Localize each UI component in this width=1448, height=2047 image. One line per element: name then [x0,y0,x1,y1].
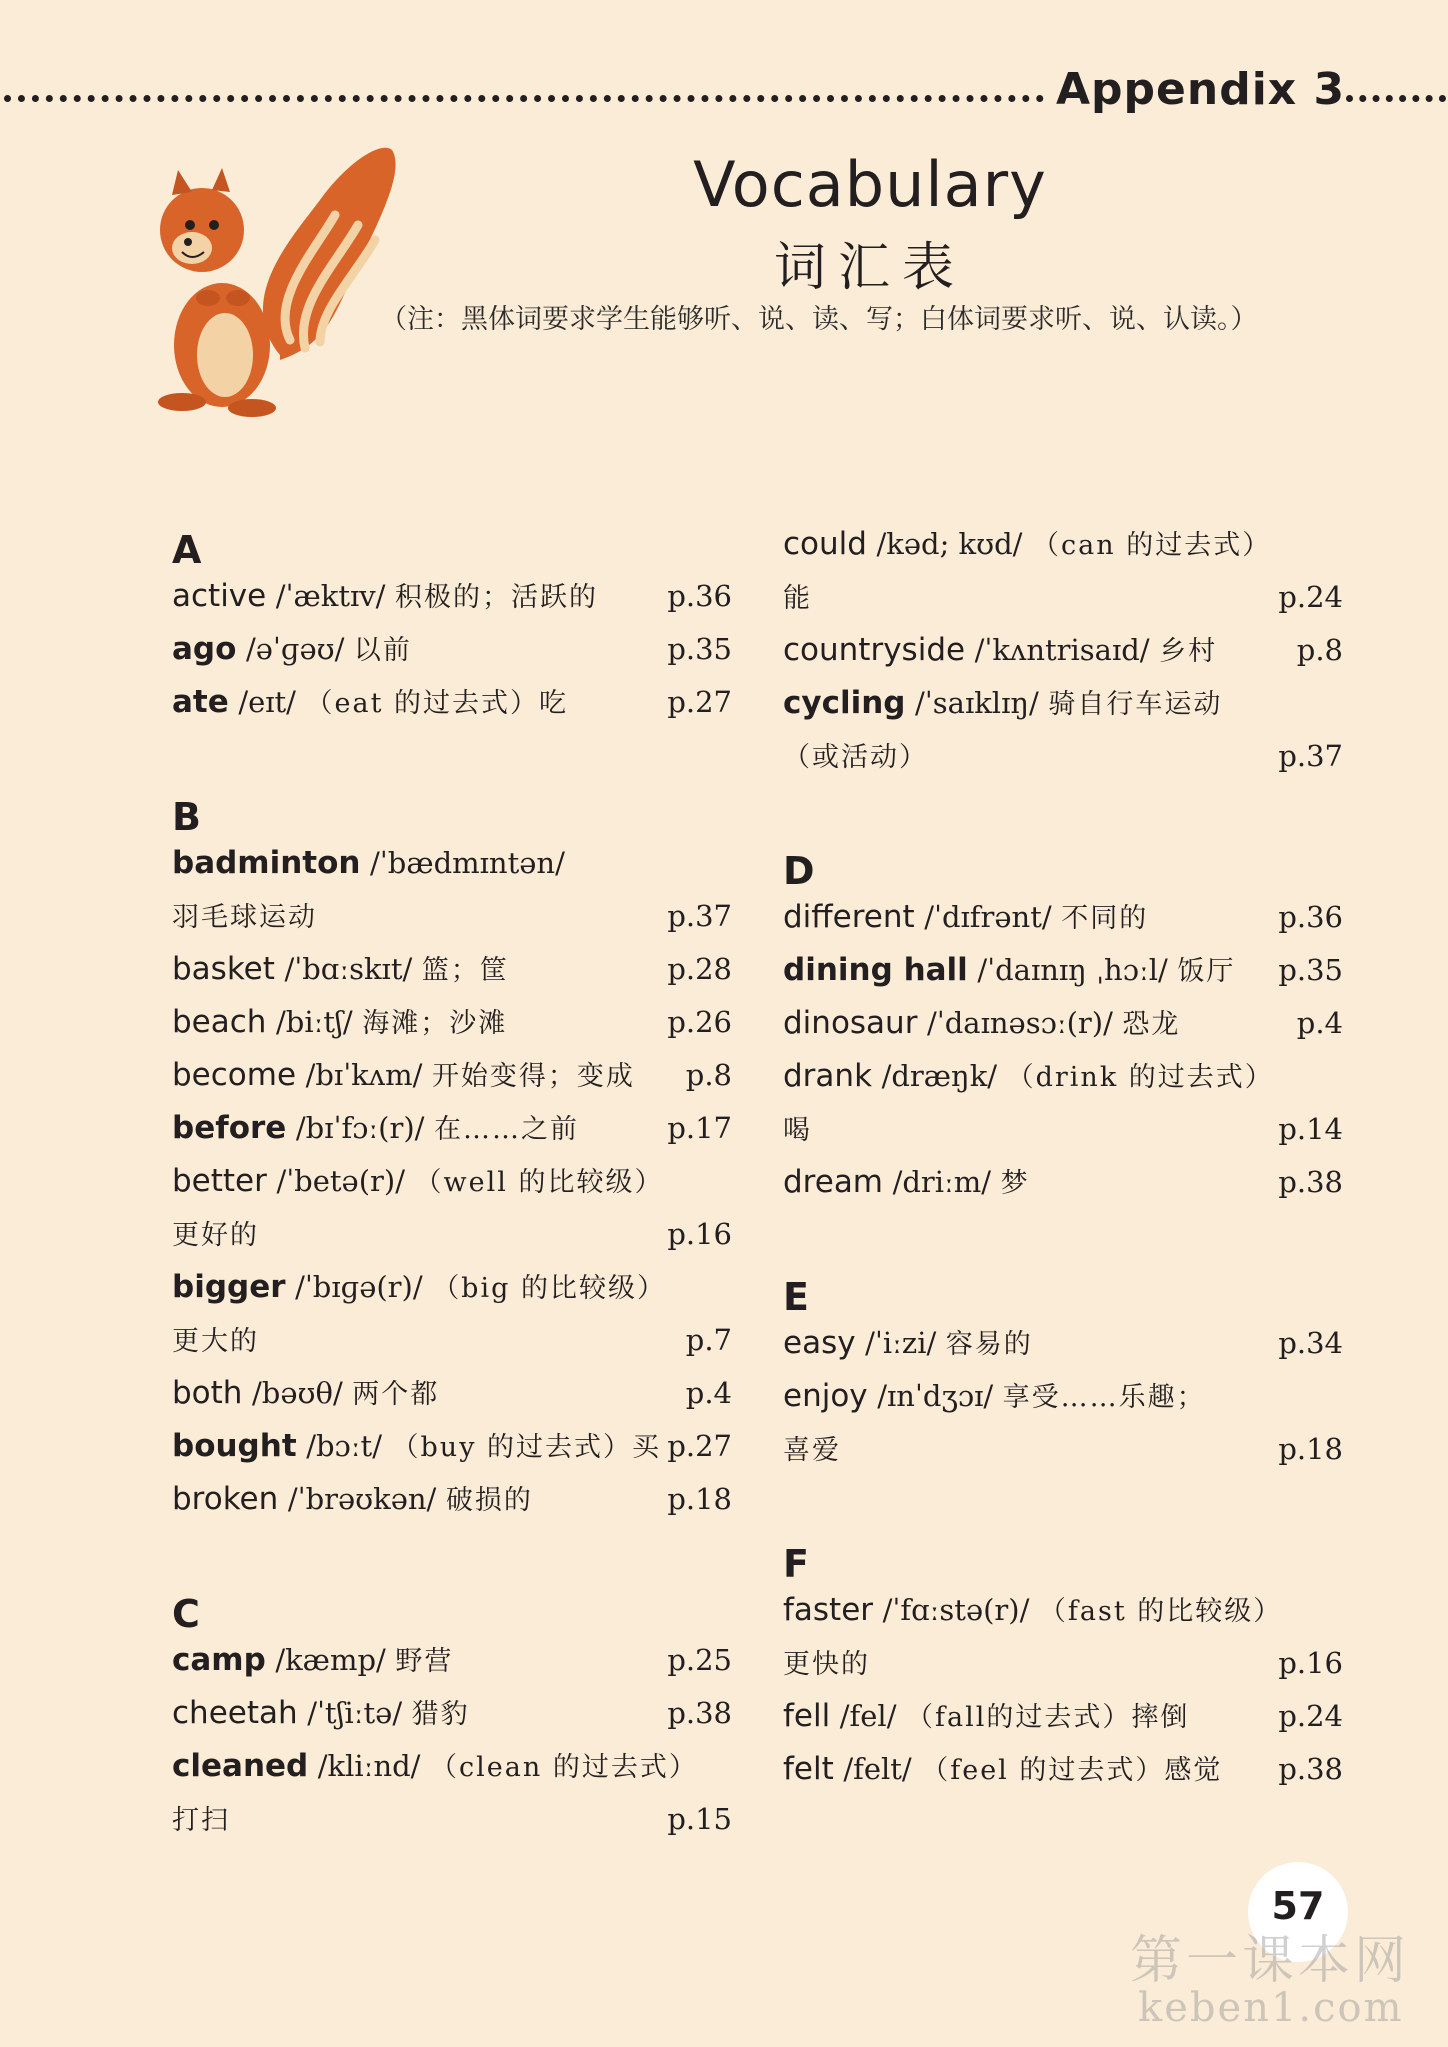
entry-meaning: 容易的 [945,1329,1033,1360]
entry-badminton-cont [172,890,732,943]
entry-meaning: （big 的比较级） [432,1273,666,1304]
entry-meaning: （clean 的过去式） [430,1752,698,1783]
entry-ipa: /biːtʃ/ [276,1005,353,1039]
entry-word: badminton [172,845,361,881]
entry-word: felt [783,1751,834,1787]
section-gap [172,729,732,787]
header-bar [0,64,1448,124]
entry-word: dining hall [783,952,968,988]
entry-ipa: /dræŋk/ [881,1059,998,1093]
entry-word: different [783,899,915,935]
entry-meaning-cont: （或活动） [783,742,928,773]
entry-ipa: /ˈtʃiːtə/ [307,1696,403,1730]
entry-ago [172,623,732,676]
entry-fell [783,1690,1343,1743]
entry-ipa: /ˈbædmɪntən/ [370,846,565,880]
entry-meaning: （buy 的过去式）买 [391,1432,662,1463]
entry-dream [783,1156,1343,1209]
entry-cleaned [172,1740,732,1793]
entry-ipa: /bɪˈkʌm/ [305,1058,423,1092]
entry-drank-cont [783,1103,1343,1156]
entry-could-cont [783,571,1343,624]
entry-page: p.24 [1278,580,1343,614]
section-letter-e: E [783,1275,809,1319]
entry-before [172,1102,732,1155]
entry-meaning: （feel 的过去式）感觉 [921,1755,1223,1786]
section-letter-c: C [172,1592,200,1636]
entry-broken [172,1473,732,1526]
left-column [172,520,732,1846]
entry-page: p.18 [1278,1432,1343,1466]
dotted-rule-left [4,95,1044,102]
entry-meaning-cont: 喝 [783,1115,812,1146]
entry-ipa: /bɪˈfɔː(r)/ [295,1111,425,1145]
entry-ipa: /ˈbɪɡə(r)/ [295,1270,423,1304]
entry-meaning: 乡村 [1159,636,1218,667]
entry-ipa: /əˈɡəʊ/ [245,632,345,666]
entry-word: enjoy [783,1378,868,1414]
entry-meaning: 恐龙 [1122,1009,1181,1040]
entry-ipa: /ˈsaɪklɪŋ/ [915,686,1039,720]
entry-bigger-cont [172,1314,732,1367]
entry-word: countryside [783,632,966,668]
entry-dinosaur [783,997,1343,1050]
entry-bigger [172,1261,732,1314]
entry-meaning-cont: 更大的 [172,1326,259,1357]
appendix-label: Appendix 3 [1056,64,1346,115]
page-title: Vocabulary [693,148,1047,221]
entry-badminton [172,837,732,890]
entry-meaning: 两个都 [352,1379,440,1410]
entry-bought [172,1420,732,1473]
entry-ipa: /bɔːt/ [306,1429,382,1463]
entry-word: drank [783,1058,873,1094]
entry-word: become [172,1057,297,1093]
entry-countryside [783,624,1343,677]
entry-page: p.4 [1296,1006,1343,1040]
entry-ipa: /driːm/ [892,1165,992,1199]
entry-meaning: 海滩；沙滩 [362,1008,508,1039]
entry-meaning: 破损的 [445,1485,533,1516]
entry-ipa: /ɪnˈdʒɔɪ/ [877,1379,994,1413]
entry-cleaned-cont [172,1793,732,1846]
entry-word: could [783,526,867,562]
entry-ipa: /kliːnd/ [317,1749,421,1783]
entry-page: p.27 [667,1429,732,1463]
entry-drank [783,1050,1343,1103]
entry-page: p.36 [1278,900,1343,934]
entry-word: bigger [172,1269,286,1305]
entry-word: basket [172,951,275,987]
entry-meaning: （fast 的比较级） [1038,1596,1283,1627]
watermark-text: 第一课本网 [1130,1931,1411,1991]
entry-word: cleaned [172,1748,309,1784]
entry-page: p.17 [667,1111,732,1145]
entry-ipa: /ˈdɪfrənt/ [924,900,1052,934]
entry-page: p.8 [685,1058,732,1092]
entry-meaning: 猎豹 [411,1699,470,1730]
entry-word: cheetah [172,1695,298,1731]
entry-felt [783,1743,1343,1796]
dotted-rule-right [1346,95,1446,102]
entry-meaning: （eat 的过去式）吃 [305,688,569,719]
page-title-chinese: 词汇表 [773,238,966,298]
entry-easy [783,1317,1343,1370]
entry-page: p.28 [667,952,732,986]
entry-camp [172,1634,732,1687]
entry-word: beach [172,1004,267,1040]
entry-word: cycling [783,685,906,721]
entry-page: p.24 [1278,1699,1343,1733]
entry-ipa: /felt/ [843,1752,912,1786]
entry-page: p.4 [685,1376,732,1410]
entry-page: p.26 [667,1005,732,1039]
entry-meaning-cont: 更好的 [172,1220,259,1251]
entry-faster-cont [783,1637,1343,1690]
entry-word: dinosaur [783,1005,918,1041]
entry-meaning: 在……之前 [434,1114,579,1145]
right-column [783,518,1343,1796]
entry-ipa: /eɪt/ [238,685,296,719]
entry-word: both [172,1375,243,1411]
entry-page: p.38 [667,1696,732,1730]
entry-ipa: /ˈkʌntrisaɪd/ [974,633,1150,667]
entry-page: p.15 [667,1802,732,1836]
entry-word: camp [172,1642,266,1678]
entry-page: p.35 [667,632,732,666]
entry-page: p.37 [1278,739,1343,773]
entry-word: easy [783,1325,856,1361]
entry-page: p.38 [1278,1165,1343,1199]
entry-meaning: 羽毛球运动 [172,902,317,933]
entry-meaning: 野营 [395,1646,454,1677]
entry-word: ago [172,631,237,667]
section-gap [172,1526,732,1584]
entry-word: bought [172,1428,297,1464]
entry-ate [172,676,732,729]
entry-page: p.34 [1278,1326,1343,1360]
entry-could [783,518,1343,571]
entry-cycling [783,677,1343,730]
entry-both [172,1367,732,1420]
entry-page: p.18 [667,1482,732,1516]
entry-meaning: （well 的比较级） [414,1167,664,1198]
entry-ipa: /ˈdaɪnəsɔː(r)/ [927,1006,1113,1040]
entry-word: dream [783,1164,884,1200]
entry-word: broken [172,1481,279,1517]
entry-page: p.35 [1278,953,1343,987]
entry-ipa: /ˈfɑːstə(r)/ [882,1593,1030,1627]
entry-faster [783,1584,1343,1637]
entry-better-cont [172,1208,732,1261]
entry-meaning-cont: 打扫 [172,1805,230,1836]
entry-page: p.37 [667,899,732,933]
entry-enjoy [783,1370,1343,1423]
entry-page: p.36 [667,579,732,613]
entry-meaning: 不同的 [1061,903,1149,934]
usage-note: （注：黑体词要求学生能够听、说、读、写；白体词要求听、说、认读。） [380,304,1258,335]
section-letter-d: D [783,849,815,893]
entry-meaning: 开始变得；变成 [431,1061,635,1092]
entry-page: p.7 [685,1323,732,1357]
entry-ipa: /ˈbɑːskɪt/ [284,952,413,986]
entry-meaning: （fall的过去式）摔倒 [906,1702,1190,1733]
entry-ipa: /ˈbrəʊkən/ [287,1482,437,1516]
entry-meaning: 篮；筐 [421,955,509,986]
entry-word: fell [783,1698,831,1734]
entry-word: active [172,578,267,614]
entry-meaning: 饭厅 [1177,956,1236,987]
section-gap [783,783,1343,841]
entry-meaning: （can 的过去式） [1032,530,1272,561]
entry-page: p.14 [1278,1112,1343,1146]
entry-meaning: 梦 [1000,1168,1030,1199]
entry-ipa: /bəʊθ/ [252,1376,343,1410]
entry-page: p.27 [667,685,732,719]
entry-ipa: /kəd; kʊd/ [876,527,1023,561]
entry-active [172,570,732,623]
entry-different [783,891,1343,944]
entry-ipa: /ˈbetə(r)/ [276,1164,405,1198]
entry-enjoy-cont [783,1423,1343,1476]
entry-meaning: 骑自行车运动 [1048,689,1223,720]
watermark-url: keben1.com [1138,1985,1404,2031]
entry-beach [172,996,732,1049]
entry-meaning-cont: 喜爱 [783,1435,841,1466]
entry-page: p.16 [667,1217,732,1251]
entry-page: p.8 [1296,633,1343,667]
entry-ipa: /kæmp/ [275,1643,386,1677]
entry-meaning: 以前 [353,635,412,666]
entry-basket [172,943,732,996]
entry-meaning: （drink 的过去式） [1006,1062,1274,1093]
entry-page: p.16 [1278,1646,1343,1680]
entry-ipa: /ˈiːzi/ [865,1326,937,1360]
entry-page: p.38 [1278,1752,1343,1786]
entry-cheetah [172,1687,732,1740]
entry-word: before [172,1110,287,1146]
entry-meaning: 享受……乐趣； [1002,1382,1206,1413]
entry-word: ate [172,684,229,720]
entry-ipa: /ˈdaɪnɪŋ ˌhɔːl/ [977,953,1168,987]
entry-ipa: /fel/ [839,1699,897,1733]
entry-meaning-cont: 能 [783,583,812,614]
entry-meaning: 积极的；活跃的 [394,582,598,613]
section-gap [783,1476,1343,1534]
section-gap [783,1209,1343,1267]
entry-cycling-cont [783,730,1343,783]
page-number: 57 [1271,1884,1325,1928]
section-letter-b: B [172,795,201,839]
entry-word: better [172,1163,267,1199]
section-letter-a: A [172,528,202,572]
entry-dining-hall [783,944,1343,997]
section-letter-f: F [783,1542,809,1586]
entry-word: faster [783,1592,874,1628]
entry-meaning-cont: 更快的 [783,1649,870,1680]
entry-better [172,1155,732,1208]
entry-become [172,1049,732,1102]
entry-ipa: /ˈæktɪv/ [275,579,386,613]
squirrel-illustration [130,130,400,430]
entry-page: p.25 [667,1643,732,1677]
